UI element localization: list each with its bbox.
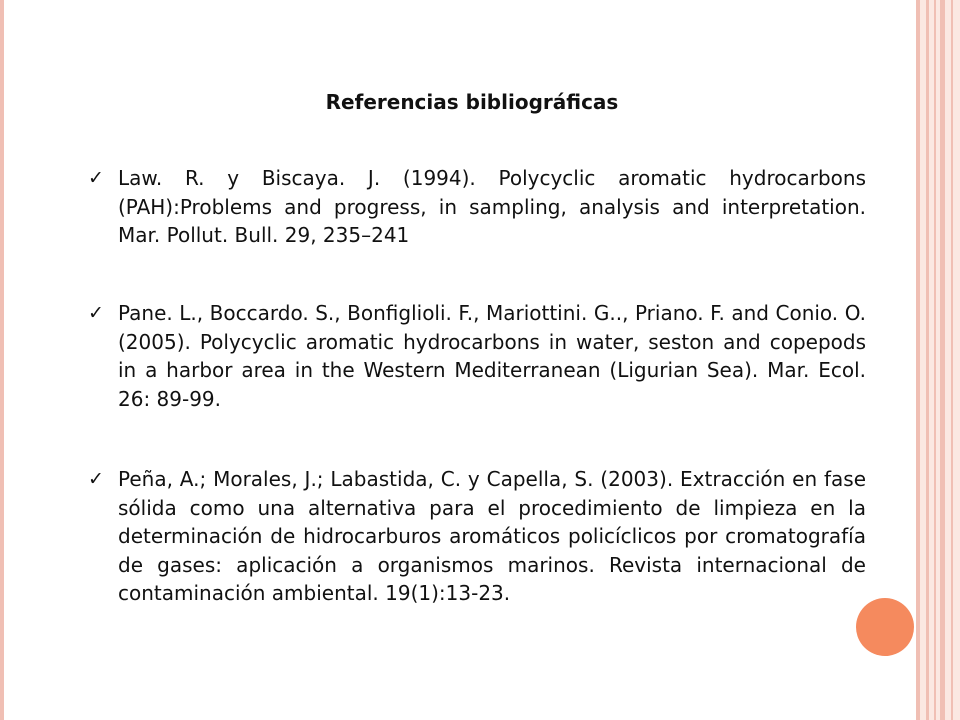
checkmark-icon: ✓ <box>88 167 104 189</box>
reference-item <box>88 299 866 413</box>
checkmark-icon: ✓ <box>88 468 104 490</box>
reference-text: Law. R. y Biscaya. J. (1994). Polycyclic aromatic hydrocarbons (PAH):Problems and progress, in sampling, analysis and interpretation. Mar. Pollut. Bull. 29, 235–241 <box>118 166 866 247</box>
reference-item <box>88 164 866 250</box>
slide-title: Referencias bibliográficas <box>325 90 619 114</box>
stripe-line <box>951 0 953 720</box>
reference-text: Pane. L., Boccardo. S., Bonfiglioli. F., Mariottini. G.., Priano. F. and Conio. O. (2005). Polycyclic aromatic hydrocarbons in water, seston and copepods in a harbor area in the Western Mediterranean (Ligurian Sea). Mar. Ecol. 26: 89-99. <box>118 301 866 411</box>
checkmark-icon: ✓ <box>88 302 104 324</box>
reference-item <box>88 465 866 608</box>
reference-text: Peña, A.; Morales, J.; Labastida, C. y Capella, S. (2003). Extracción en fase sólida como una alternativa para el procedimiento de limpieza en la determinación de hidrocarburos aromáticos policíclicos por cromatografía de gases: aplicación a organismos marinos. Revista internacional de contaminación ambiental. 19(1):13-23. <box>118 467 866 605</box>
